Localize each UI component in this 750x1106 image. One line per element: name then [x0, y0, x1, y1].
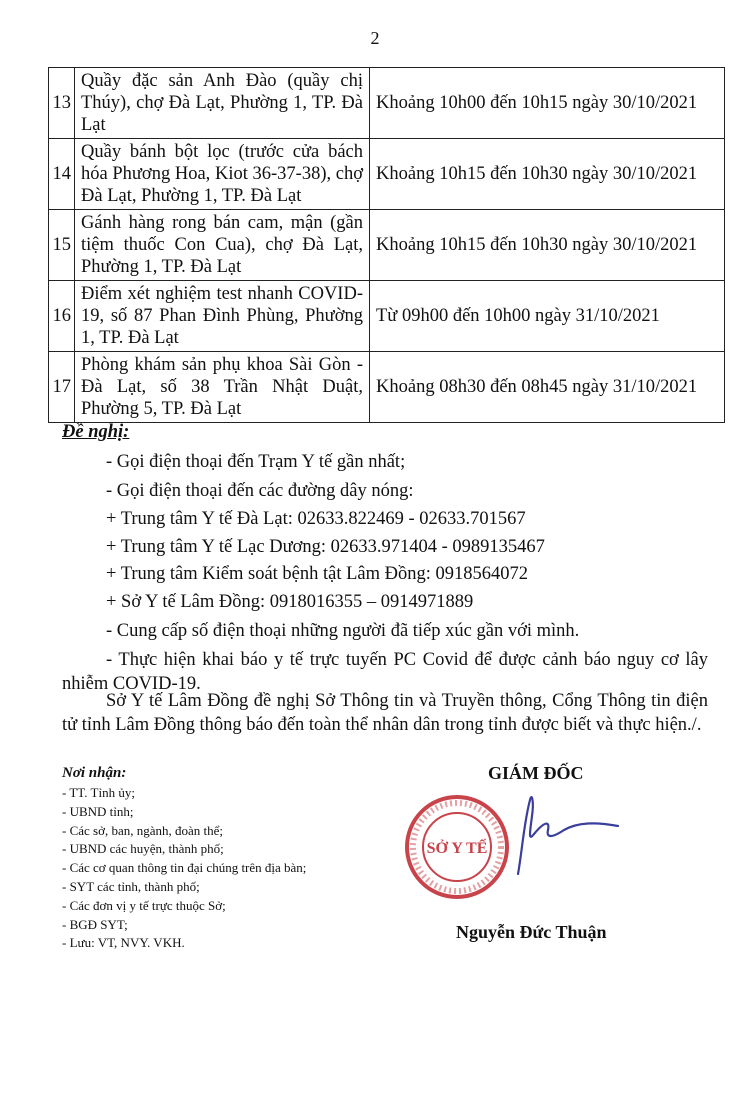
- table-row: [49, 352, 725, 423]
- list-item: - UBND các huyện, thành phố;: [62, 841, 224, 857]
- hotline-line: + Trung tâm Kiểm soát bệnh tật Lâm Đồng: 0918564072: [106, 564, 529, 584]
- row-place: Quầy bánh bột lọc (trước cửa bách hóa Phương Hoa, Kiot 36-37-38), chợ Đà Lạt, Phường 1, TP. Đà Lạt: [75, 139, 370, 210]
- signature-stroke: [518, 797, 618, 874]
- row-number: 16: [49, 281, 75, 352]
- hotline-line: + Sở Y tế Lâm Đồng: 0918016355 – 0914971889: [106, 592, 474, 612]
- list-item: - Các sở, ban, ngành, đoàn thể;: [62, 822, 224, 838]
- declaration-paragraph: - Thực hiện khai báo y tế trực tuyến PC Covid để được cảnh báo nguy cơ lây nhiễm COVID-19.: [62, 650, 708, 694]
- recommendation-line: - Gọi điện thoại đến các đường dây nóng:: [106, 481, 414, 501]
- recommendation-line: - Cung cấp số điện thoại những người đã tiếp xúc gần với mình.: [106, 621, 580, 641]
- locations-table: [48, 67, 725, 423]
- recipients-list: [62, 784, 306, 953]
- list-item: - UBND tỉnh;: [62, 803, 134, 819]
- row-place: Quầy đặc sản Anh Đào (quầy chị Thúy), chợ Đà Lạt, Phường 1, TP. Đà Lạt: [75, 68, 370, 139]
- list-item: - TT. Tỉnh ủy;: [62, 785, 135, 800]
- recipients-title: Nơi nhận:: [62, 765, 127, 781]
- list-item: - Các cơ quan thông tin đại chúng trên địa bàn;: [62, 860, 307, 876]
- recommendations-title: Đề nghị:: [62, 422, 130, 442]
- row-time: Khoảng 10h15 đến 10h30 ngày 30/10/2021: [370, 210, 725, 281]
- handwritten-signature: [478, 782, 628, 882]
- row-time: Từ 09h00 đến 10h00 ngày 31/10/2021: [370, 281, 725, 352]
- row-number: 13: [49, 68, 75, 139]
- list-item: - SYT các tỉnh, thành phố;: [62, 878, 200, 894]
- row-number: 14: [49, 139, 75, 210]
- signer-title: GIÁM ĐỐC: [488, 763, 584, 783]
- row-place: Điểm xét nghiệm test nhanh COVID-19, số 87 Phan Đình Phùng, Phường 1, TP. Đà Lạt: [75, 281, 370, 352]
- hotline-line: + Trung tâm Y tế Lạc Dương: 02633.971404 - 0989135467: [106, 537, 545, 557]
- row-number: 15: [49, 210, 75, 281]
- table-row: [49, 68, 725, 139]
- page-number: 2: [370, 28, 380, 48]
- table-row: [49, 281, 725, 352]
- table-row: [49, 139, 725, 210]
- closing-paragraph: Sở Y tế Lâm Đồng đề nghị Sở Thông tin và Truyền thông, Cổng Thông tin điện tử tỉnh Lâm Đồng thông báo đến toàn thể nhân dân trong tỉnh được biết và thực hiện./.: [62, 691, 708, 735]
- signer-name: Nguyễn Đức Thuận: [456, 922, 607, 942]
- row-place: Phòng khám sản phụ khoa Sài Gòn - Đà Lạt, số 38 Trần Nhật Duật, Phường 5, TP. Đà Lạt: [75, 352, 370, 423]
- hotline-line: + Trung tâm Y tế Đà Lạt: 02633.822469 - 02633.701567: [106, 509, 526, 529]
- row-number: 17: [49, 352, 75, 423]
- list-item: - BGĐ SYT;: [62, 916, 128, 932]
- recommendation-line: - Gọi điện thoại đến Trạm Y tế gần nhất;: [106, 452, 406, 472]
- list-item: - Lưu: VT, NVY. VKH.: [62, 935, 185, 951]
- row-place: Gánh hàng rong bán cam, mận (gần tiệm thuốc Con Cua), chợ Đà Lạt, Phường 1, TP. Đà Lạt: [75, 210, 370, 281]
- list-item: - Các đơn vị y tế trực thuộc Sở;: [62, 897, 226, 913]
- stamp-center-text: SỞ Y TẾ: [426, 840, 488, 857]
- row-time: Khoảng 10h00 đến 10h15 ngày 30/10/2021: [370, 68, 725, 139]
- row-time: Khoảng 08h30 đến 08h45 ngày 31/10/2021: [370, 352, 725, 423]
- row-time: Khoảng 10h15 đến 10h30 ngày 30/10/2021: [370, 139, 725, 210]
- table-row: [49, 210, 725, 281]
